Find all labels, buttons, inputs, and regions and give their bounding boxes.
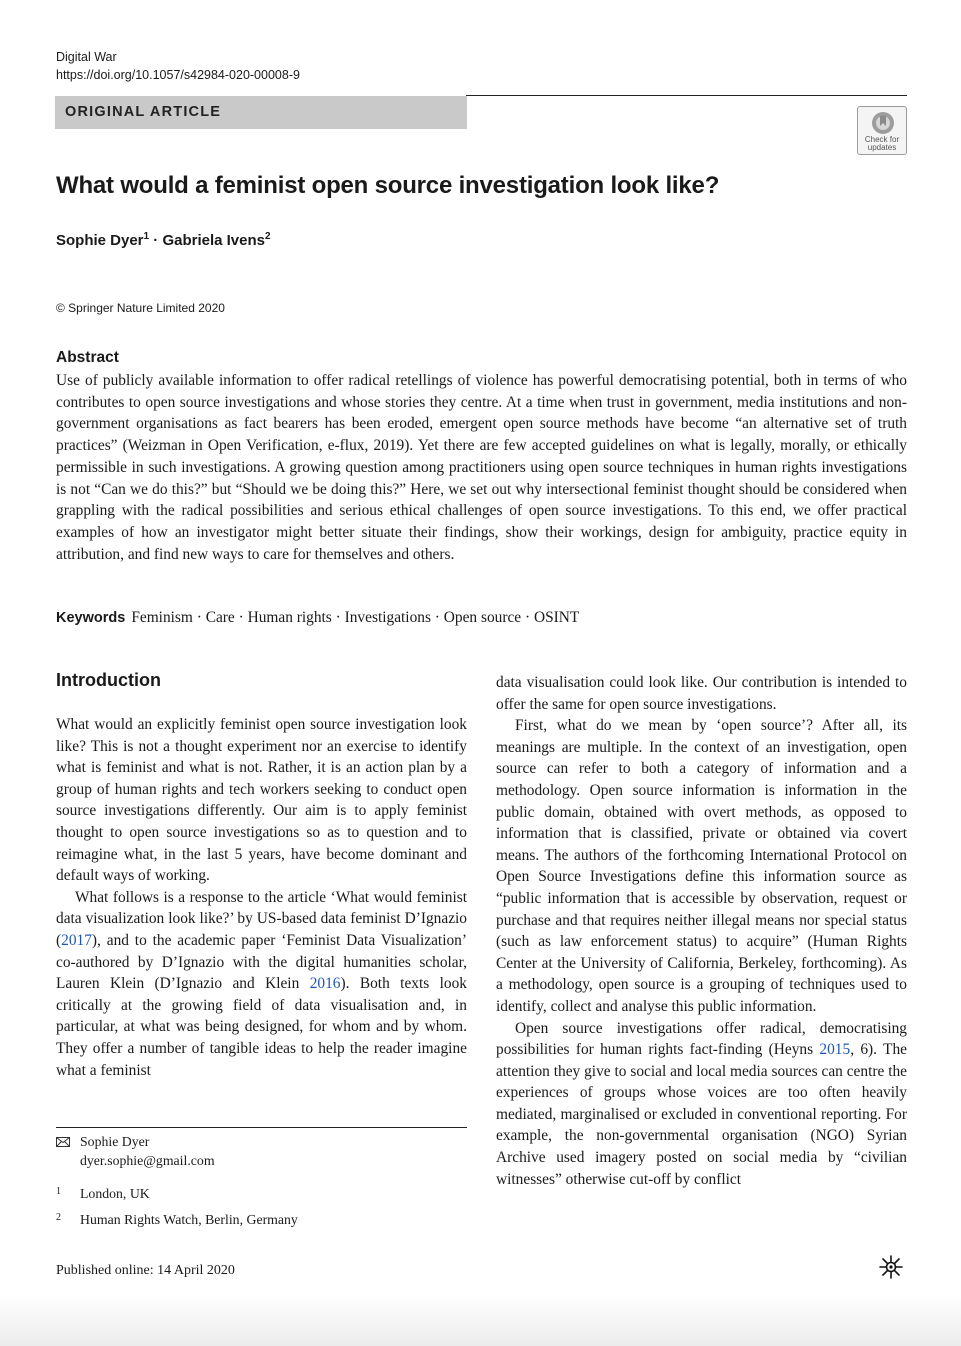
author-name[interactable]: Gabriela Ivens: [162, 232, 265, 249]
header-rule: [466, 95, 907, 96]
contact-email[interactable]: dyer.sophie@gmail.com: [80, 1153, 215, 1168]
affiliation-mark: 2: [56, 1212, 61, 1223]
section-heading-introduction: Introduction: [56, 670, 161, 690]
paragraph: data visualisation could look like. Our contribution is intended to offer the same for open source investigations.: [496, 674, 907, 713]
copyright-notice: © Springer Nature Limited 2020: [56, 301, 225, 315]
article-title: What would a feminist open source investigation look like?: [56, 172, 720, 199]
citation-link[interactable]: 2017: [61, 931, 92, 949]
citation-link[interactable]: 2015: [819, 1041, 851, 1059]
paragraph: What follows is a response to the article ‘What would feminist data visualization look like?’ by US-based data feminist D’Ignazio (2017), and to the academic paper ‘Feminist Data Visualization’ co-authored by D’Ignazio with the digital humanities scholar, Lauren Klein (D’Ignazio and Klein 2016). Both texts look critically at the growing field of data visualisation and, in particular, at what was being designed, for whom and by whom. They offer a number of tangible ideas to help the reader imagine what a feminist: [56, 888, 467, 1079]
author-separator: ·: [149, 232, 163, 249]
right-column: [496, 672, 907, 1190]
affiliation-text: Human Rights Watch, Berlin, Germany: [80, 1212, 298, 1227]
journal-doi[interactable]: https://doi.org/10.1057/s42984-020-00008-9: [56, 68, 300, 82]
abstract-text: Use of publicly available information to offer radical retellings of violence has powerful democratising potential, both in terms of who contributes to open source investigations and whose stories they centre. At a time when trust in government, media institutions and non-government organisations as fact bearers has been eroded, emergent open source methods have become “an alternative set of truth practices” (Weizman in Open Verification, e-flux, 2019). Yet there are few accepted guidelines on what is legally, morally, or ethically permissible in such investigations. A growing question among practitioners using open source techniques in human rights investigations is not “Can we do this?” but “Should we be doing this?” Here, we set out why intersectional feminist thought should be considered when grappling with the radical possibilities and serious ethical challenges of open source investigations. To this end, we offer practical examples of how an investigator might better situate their findings, show their workings, design for ambiguity, practice equity in attribution, and find new ways to care for themselves and others.: [56, 372, 907, 563]
affiliation-text: London, UK: [80, 1186, 150, 1201]
abstract-heading: Abstract: [56, 349, 119, 366]
journal-header: [56, 48, 300, 84]
article-type-label: ORIGINAL ARTICLE: [65, 104, 222, 120]
journal-name: Digital War: [56, 50, 117, 64]
left-column: [56, 714, 467, 1081]
check-for-updates-badge[interactable]: [857, 106, 907, 155]
badge-text: Check for updates: [864, 135, 900, 152]
author-list: [56, 231, 271, 249]
contact-name: Sophie Dyer: [80, 1134, 150, 1149]
paragraph: Open source investigations offer radical, democratising possibilities for human rights fact-finding (Heyns 2015, 6). The attention they give to social and local media sources can centre the experiences of groups whose voices are too often heavily mediated, marginalised or excluded in conventional reporting. For example, the non-governmental organisation (NGO) Syrian Archive used imagery posted on social media by “civilian witnesses” otherwise cut-off by conflict: [496, 1019, 907, 1188]
author-affil-mark: 2: [265, 231, 271, 242]
citation-link[interactable]: 2016: [309, 975, 341, 993]
crossmark-icon: [871, 111, 895, 135]
page-bottom-shade: [0, 1296, 961, 1346]
paragraph: What would an explicitly feminist open source investigation look like? This is not a thought experiment nor an exercise to identify what is feminist and what is not. Rather, it is an action plan by a group of human rights and tech workers seeking to conduct open source investigations differently. Our aim is to apply feminist thought to open source investigations so as to question and to reimagine what, in the last 5 years, have become dominant and default ways of working.: [56, 716, 467, 885]
article-type-banner: [55, 96, 467, 129]
publication-date: Published online: 14 April 2020: [56, 1263, 235, 1278]
affiliation-mark: 1: [56, 1186, 61, 1197]
keywords-list: Feminism · Care · Human rights · Investigations · Open source · OSINT: [131, 609, 580, 626]
author-affil-mark: 1: [143, 231, 150, 242]
envelope-icon: [56, 1137, 70, 1147]
springer-horse-icon: [876, 1252, 906, 1282]
keywords-label: Keywords: [56, 610, 126, 626]
paragraph: First, what do we mean by ‘open source’? After all, its meanings are multiple. In the context of an investigation, open source can refer to both a category of information and a methodology. Open source information is information in the public domain, obtained with overt methods, as opposed to information that is classified, private or obtained via covert means. The authors of the forthcoming International Protocol on Open Source Investigations define this information source as “public information that is accessible by observation, request or purchase and that requires neither illegal means nor special status (such as law enforcement status) to acquire” (Human Rights Center at the University of California, Berkeley, forthcoming). As a methodology, open source is a grouping of techniques used to identify, collect and analyse this public information.: [496, 717, 907, 1015]
footnote-rule: [56, 1127, 467, 1128]
author-name[interactable]: Sophie Dyer: [56, 232, 144, 249]
keywords: [56, 609, 579, 627]
